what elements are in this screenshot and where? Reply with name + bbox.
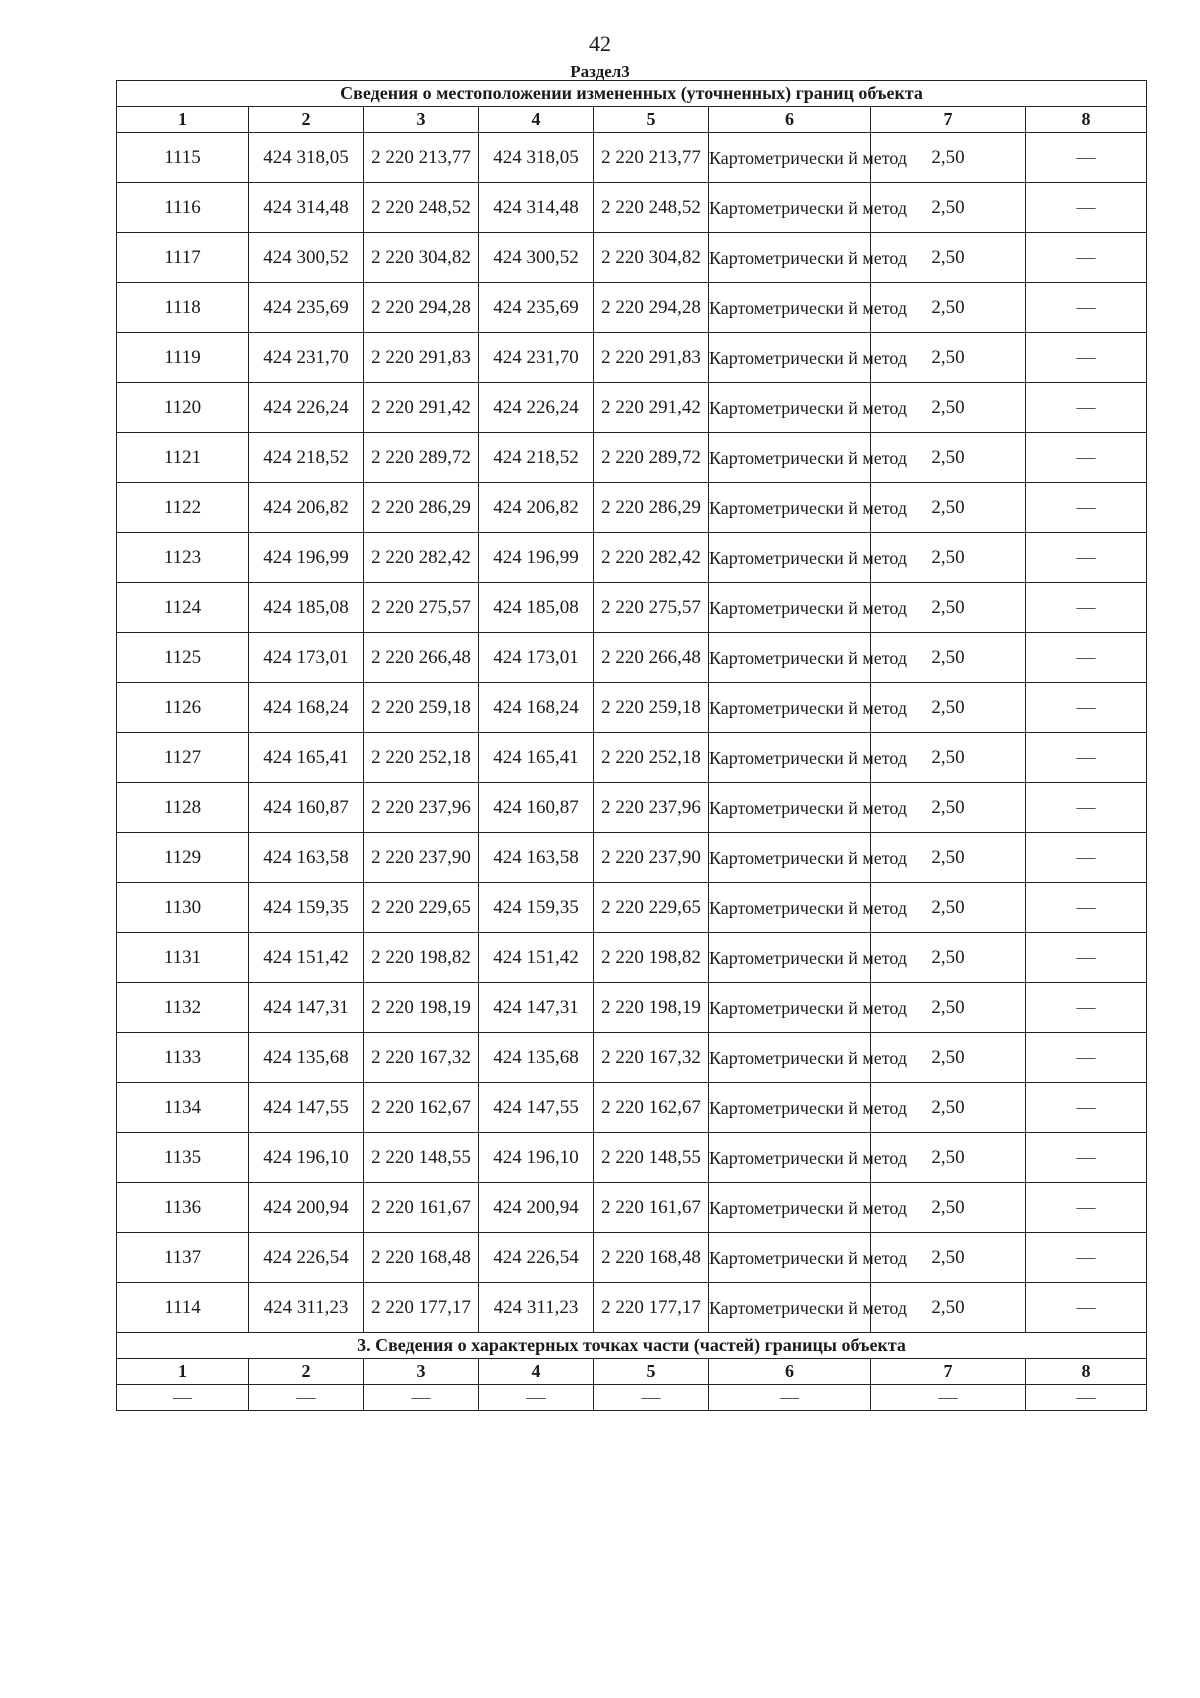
table-cell: 2 220 213,77 (364, 133, 479, 183)
table-cell: 424 185,08 (249, 583, 364, 633)
boundary-table (116, 80, 1147, 1411)
method-cell: Картометрически й метод (709, 1283, 871, 1333)
table-cell: — (364, 1385, 479, 1411)
point-number-cell: 1114 (117, 1283, 249, 1333)
table-cell: — (1026, 1385, 1147, 1411)
subsection-column-number-row (117, 1359, 1147, 1385)
table-cell: 424 231,70 (249, 333, 364, 383)
table-cell: 424 151,42 (479, 933, 594, 983)
table-cell: 424 314,48 (249, 183, 364, 233)
table-cell: 2 220 275,57 (364, 583, 479, 633)
table-cell: — (594, 1385, 709, 1411)
table-cell: — (1026, 233, 1147, 283)
method-cell: Картометрически й метод (709, 683, 871, 733)
table-cell: 2 220 259,18 (594, 683, 709, 733)
table-cell: 424 226,54 (479, 1233, 594, 1283)
table-cell: 2 220 286,29 (594, 483, 709, 533)
column-number: 8 (1026, 1359, 1147, 1385)
table-cell: 424 218,52 (249, 433, 364, 483)
point-number-cell: 1137 (117, 1233, 249, 1283)
table-cell: 2 220 291,42 (364, 383, 479, 433)
table-row (117, 133, 1147, 183)
table-cell: 2 220 161,67 (594, 1183, 709, 1233)
table-cell: — (1026, 433, 1147, 483)
table-cell: 2 220 168,48 (364, 1233, 479, 1283)
table-cell: 424 206,82 (249, 483, 364, 533)
table-cell: 424 163,58 (249, 833, 364, 883)
table-cell: 424 165,41 (249, 733, 364, 783)
table-cell: 2,50 (871, 283, 1026, 333)
table-cell: 424 311,23 (249, 1283, 364, 1333)
table-cell: 2 220 275,57 (594, 583, 709, 633)
column-number-row (117, 107, 1147, 133)
table-cell: 424 196,10 (479, 1133, 594, 1183)
table-cell: 2 220 266,48 (594, 633, 709, 683)
table-cell: 424 135,68 (249, 1033, 364, 1083)
table-cell: 2,50 (871, 383, 1026, 433)
point-number-cell: 1124 (117, 583, 249, 633)
table-cell: 2 220 237,96 (594, 783, 709, 833)
table-row (117, 533, 1147, 583)
table-row (117, 1283, 1147, 1333)
table-cell: — (1026, 683, 1147, 733)
method-cell: Картометрически й метод (709, 1233, 871, 1283)
table-cell: — (871, 1385, 1026, 1411)
point-number-cell: 1130 (117, 883, 249, 933)
table-row (117, 983, 1147, 1033)
table-cell: 424 147,55 (249, 1083, 364, 1133)
table-row (117, 383, 1147, 433)
column-number: 4 (479, 1359, 594, 1385)
table-cell: 424 159,35 (479, 883, 594, 933)
table-row (117, 433, 1147, 483)
table-cell: 2 220 291,83 (364, 333, 479, 383)
table-cell: 2 220 252,18 (594, 733, 709, 783)
method-cell: Картометрически й метод (709, 883, 871, 933)
table-cell: 2 220 291,83 (594, 333, 709, 383)
point-number-cell: 1120 (117, 383, 249, 433)
table-cell: 2 220 291,42 (594, 383, 709, 433)
table-title: Сведения о местоположении измененных (уточненных) границ объекта (117, 81, 1147, 107)
table-cell: 2 220 237,90 (364, 833, 479, 883)
table-cell: — (117, 1385, 249, 1411)
table-cell: 2 220 198,19 (594, 983, 709, 1033)
table-cell: 424 168,24 (479, 683, 594, 733)
page-number: 42 (589, 31, 611, 56)
table-cell: 2 220 229,65 (364, 883, 479, 933)
table-cell: 2 220 148,55 (364, 1133, 479, 1183)
table-cell: 424 235,69 (249, 283, 364, 333)
table-cell: 2 220 266,48 (364, 633, 479, 683)
table-cell: 424 196,99 (249, 533, 364, 583)
table-cell: 2 220 167,32 (594, 1033, 709, 1083)
method-cell: Картометрически й метод (709, 233, 871, 283)
table-cell: 424 159,35 (249, 883, 364, 933)
method-cell: Картометрически й метод (709, 183, 871, 233)
table-cell: 424 318,05 (249, 133, 364, 183)
table-cell: 424 318,05 (479, 133, 594, 183)
method-cell: Картометрически й метод (709, 533, 871, 583)
table-cell: 2 220 198,19 (364, 983, 479, 1033)
table-row (117, 1083, 1147, 1133)
method-cell: Картометрически й метод (709, 333, 871, 383)
method-cell: Картометрически й метод (709, 983, 871, 1033)
table-cell: — (1026, 1283, 1147, 1333)
table-cell: 2 220 161,67 (364, 1183, 479, 1233)
table-title-row (117, 81, 1147, 107)
table-cell: 2,50 (871, 633, 1026, 683)
table-cell: 424 160,87 (249, 783, 364, 833)
table-cell: 2 220 168,48 (594, 1233, 709, 1283)
table-cell: 424 163,58 (479, 833, 594, 883)
table-cell: — (1026, 383, 1147, 433)
point-number-cell: 1115 (117, 133, 249, 183)
table-cell: — (1026, 483, 1147, 533)
table-cell: 424 226,24 (479, 383, 594, 433)
column-number: 7 (871, 1359, 1026, 1385)
method-cell: Картометрически й метод (709, 1083, 871, 1133)
column-number: 6 (709, 1359, 871, 1385)
method-cell: Картометрически й метод (709, 933, 871, 983)
table-cell: 424 173,01 (249, 633, 364, 683)
point-number-cell: 1122 (117, 483, 249, 533)
table-cell: 424 226,54 (249, 1233, 364, 1283)
table-cell: — (1026, 783, 1147, 833)
table-row (117, 783, 1147, 833)
point-number-cell: 1135 (117, 1133, 249, 1183)
method-cell: Картометрически й метод (709, 433, 871, 483)
column-number: 5 (594, 107, 709, 133)
point-number-cell: 1134 (117, 1083, 249, 1133)
column-number: 3 (364, 1359, 479, 1385)
table-cell: 2,50 (871, 683, 1026, 733)
column-number: 3 (364, 107, 479, 133)
table-cell: 2 220 252,18 (364, 733, 479, 783)
table-cell: 424 147,31 (249, 983, 364, 1033)
table-cell: 424 160,87 (479, 783, 594, 833)
table-cell: — (249, 1385, 364, 1411)
table-cell: — (1026, 833, 1147, 883)
table-cell: 424 196,99 (479, 533, 594, 583)
method-cell: Картометрически й метод (709, 383, 871, 433)
table-cell: 2,50 (871, 533, 1026, 583)
method-cell: Картометрически й метод (709, 483, 871, 533)
table-cell: 424 147,55 (479, 1083, 594, 1133)
table-cell: 2 220 177,17 (594, 1283, 709, 1333)
method-cell: Картометрически й метод (709, 1133, 871, 1183)
table-row (117, 633, 1147, 683)
subsection-title-row (117, 1333, 1147, 1359)
table-cell: — (1026, 933, 1147, 983)
table-cell: 2 220 237,90 (594, 833, 709, 883)
column-number: 2 (249, 1359, 364, 1385)
table-row (117, 1233, 1147, 1283)
table-cell: 2 220 259,18 (364, 683, 479, 733)
table-cell: — (1026, 133, 1147, 183)
table-cell: 2 220 248,52 (364, 183, 479, 233)
table-cell: 2,50 (871, 1233, 1026, 1283)
point-number-cell: 1123 (117, 533, 249, 583)
column-number: 2 (249, 107, 364, 133)
table-cell: 2,50 (871, 1283, 1026, 1333)
table-cell: 2,50 (871, 833, 1026, 883)
table-row (117, 183, 1147, 233)
table-cell: 424 173,01 (479, 633, 594, 683)
point-number-cell: 1136 (117, 1183, 249, 1233)
method-cell: Картометрически й метод (709, 733, 871, 783)
table-cell: 2 220 177,17 (364, 1283, 479, 1333)
table-cell: 424 168,24 (249, 683, 364, 733)
table-cell: — (1026, 533, 1147, 583)
table-row (117, 583, 1147, 633)
table-cell: 2 220 229,65 (594, 883, 709, 933)
column-number: 6 (709, 107, 871, 133)
table-cell: 2 220 162,67 (594, 1083, 709, 1133)
table-cell: — (1026, 1133, 1147, 1183)
subsection-title: 3. Сведения о характерных точках части (частей) границы объекта (117, 1333, 1147, 1359)
method-cell: Картометрически й метод (709, 583, 871, 633)
point-number-cell: 1116 (117, 183, 249, 233)
method-cell: Картометрически й метод (709, 833, 871, 883)
table-cell: 2 220 294,28 (594, 283, 709, 333)
table-cell: 2,50 (871, 333, 1026, 383)
table-cell: 2,50 (871, 133, 1026, 183)
table-cell: — (479, 1385, 594, 1411)
table-cell: 2 220 304,82 (364, 233, 479, 283)
table-row (117, 883, 1147, 933)
subsection-body (117, 1333, 1147, 1411)
table-cell: 2 220 294,28 (364, 283, 479, 333)
table-cell: 2 220 162,67 (364, 1083, 479, 1133)
table-cell: 424 218,52 (479, 433, 594, 483)
table-cell: 424 165,41 (479, 733, 594, 783)
point-number-cell: 1127 (117, 733, 249, 783)
table-cell: 2,50 (871, 233, 1026, 283)
table-cell: 2,50 (871, 1083, 1026, 1133)
table-cell: 424 226,24 (249, 383, 364, 433)
column-number: 1 (117, 1359, 249, 1385)
table-cell: — (1026, 583, 1147, 633)
table-cell: 2 220 304,82 (594, 233, 709, 283)
table-cell: 2 220 198,82 (594, 933, 709, 983)
table-row (117, 233, 1147, 283)
table-cell: 424 185,08 (479, 583, 594, 633)
table-cell: 2 220 198,82 (364, 933, 479, 983)
point-number-cell: 1131 (117, 933, 249, 983)
table-cell: — (1026, 633, 1147, 683)
table-cell: — (1026, 733, 1147, 783)
table-cell: — (1026, 1033, 1147, 1083)
point-number-cell: 1132 (117, 983, 249, 1033)
point-number-cell: 1125 (117, 633, 249, 683)
table-row (117, 683, 1147, 733)
table-cell: 2,50 (871, 1033, 1026, 1083)
table-cell: 2,50 (871, 983, 1026, 1033)
table-cell: 2 220 282,42 (594, 533, 709, 583)
table-cell: 424 147,31 (479, 983, 594, 1033)
table-cell: 424 135,68 (479, 1033, 594, 1083)
point-number-cell: 1118 (117, 283, 249, 333)
table-cell: 424 300,52 (249, 233, 364, 283)
table-cell: — (1026, 983, 1147, 1033)
table-row (117, 1183, 1147, 1233)
table-cell: 424 200,94 (479, 1183, 594, 1233)
table-cell: 2,50 (871, 433, 1026, 483)
table-cell: — (1026, 1233, 1147, 1283)
table-cell: 2 220 286,29 (364, 483, 479, 533)
point-number-cell: 1128 (117, 783, 249, 833)
table-cell: — (1026, 1183, 1147, 1233)
column-number: 7 (871, 107, 1026, 133)
table-row (117, 1133, 1147, 1183)
table-cell: 2,50 (871, 783, 1026, 833)
table-cell: 2 220 282,42 (364, 533, 479, 583)
table-cell: — (709, 1385, 871, 1411)
table-cell: 2,50 (871, 1183, 1026, 1233)
table-cell: 424 311,23 (479, 1283, 594, 1333)
table-cell: 2,50 (871, 483, 1026, 533)
table-cell: 424 300,52 (479, 233, 594, 283)
table-row (117, 933, 1147, 983)
table-cell: 424 200,94 (249, 1183, 364, 1233)
table-cell: 2 220 148,55 (594, 1133, 709, 1183)
table-cell: 424 206,82 (479, 483, 594, 533)
point-number-cell: 1119 (117, 333, 249, 383)
table-cell: — (1026, 283, 1147, 333)
table-cell: 2 220 167,32 (364, 1033, 479, 1083)
table-cell: — (1026, 883, 1147, 933)
table-cell: 2,50 (871, 733, 1026, 783)
table-cell: 2,50 (871, 1133, 1026, 1183)
column-number: 4 (479, 107, 594, 133)
column-number: 5 (594, 1359, 709, 1385)
table-cell: 2,50 (871, 883, 1026, 933)
column-number: 1 (117, 107, 249, 133)
table-cell: — (1026, 183, 1147, 233)
table-cell: 2,50 (871, 183, 1026, 233)
table-row (117, 333, 1147, 383)
table-cell: 424 231,70 (479, 333, 594, 383)
table-cell: 2 220 248,52 (594, 183, 709, 233)
point-number-cell: 1117 (117, 233, 249, 283)
table-cell: — (1026, 333, 1147, 383)
table-cell: 2 220 289,72 (364, 433, 479, 483)
point-number-cell: 1133 (117, 1033, 249, 1083)
table-cell: 424 196,10 (249, 1133, 364, 1183)
method-cell: Картометрически й метод (709, 283, 871, 333)
table-cell: 2 220 237,96 (364, 783, 479, 833)
subsection-empty-row (117, 1385, 1147, 1411)
method-cell: Картометрически й метод (709, 133, 871, 183)
table-cell: 424 235,69 (479, 283, 594, 333)
table-cell: — (1026, 1083, 1147, 1133)
column-number: 8 (1026, 107, 1147, 133)
table-row (117, 733, 1147, 783)
table-row (117, 483, 1147, 533)
table-cell: 424 151,42 (249, 933, 364, 983)
point-number-cell: 1129 (117, 833, 249, 883)
table-body (117, 81, 1147, 1333)
method-cell: Картометрически й метод (709, 783, 871, 833)
table-cell: 2,50 (871, 583, 1026, 633)
table-row (117, 1033, 1147, 1083)
method-cell: Картометрически й метод (709, 1183, 871, 1233)
table-cell: 2,50 (871, 933, 1026, 983)
method-cell: Картометрически й метод (709, 1033, 871, 1083)
table-cell: 2 220 289,72 (594, 433, 709, 483)
table-cell: 424 314,48 (479, 183, 594, 233)
method-cell: Картометрически й метод (709, 633, 871, 683)
table-row (117, 833, 1147, 883)
table-row (117, 283, 1147, 333)
table-cell: 2 220 213,77 (594, 133, 709, 183)
point-number-cell: 1126 (117, 683, 249, 733)
point-number-cell: 1121 (117, 433, 249, 483)
section-title: Раздел3 (570, 62, 630, 81)
